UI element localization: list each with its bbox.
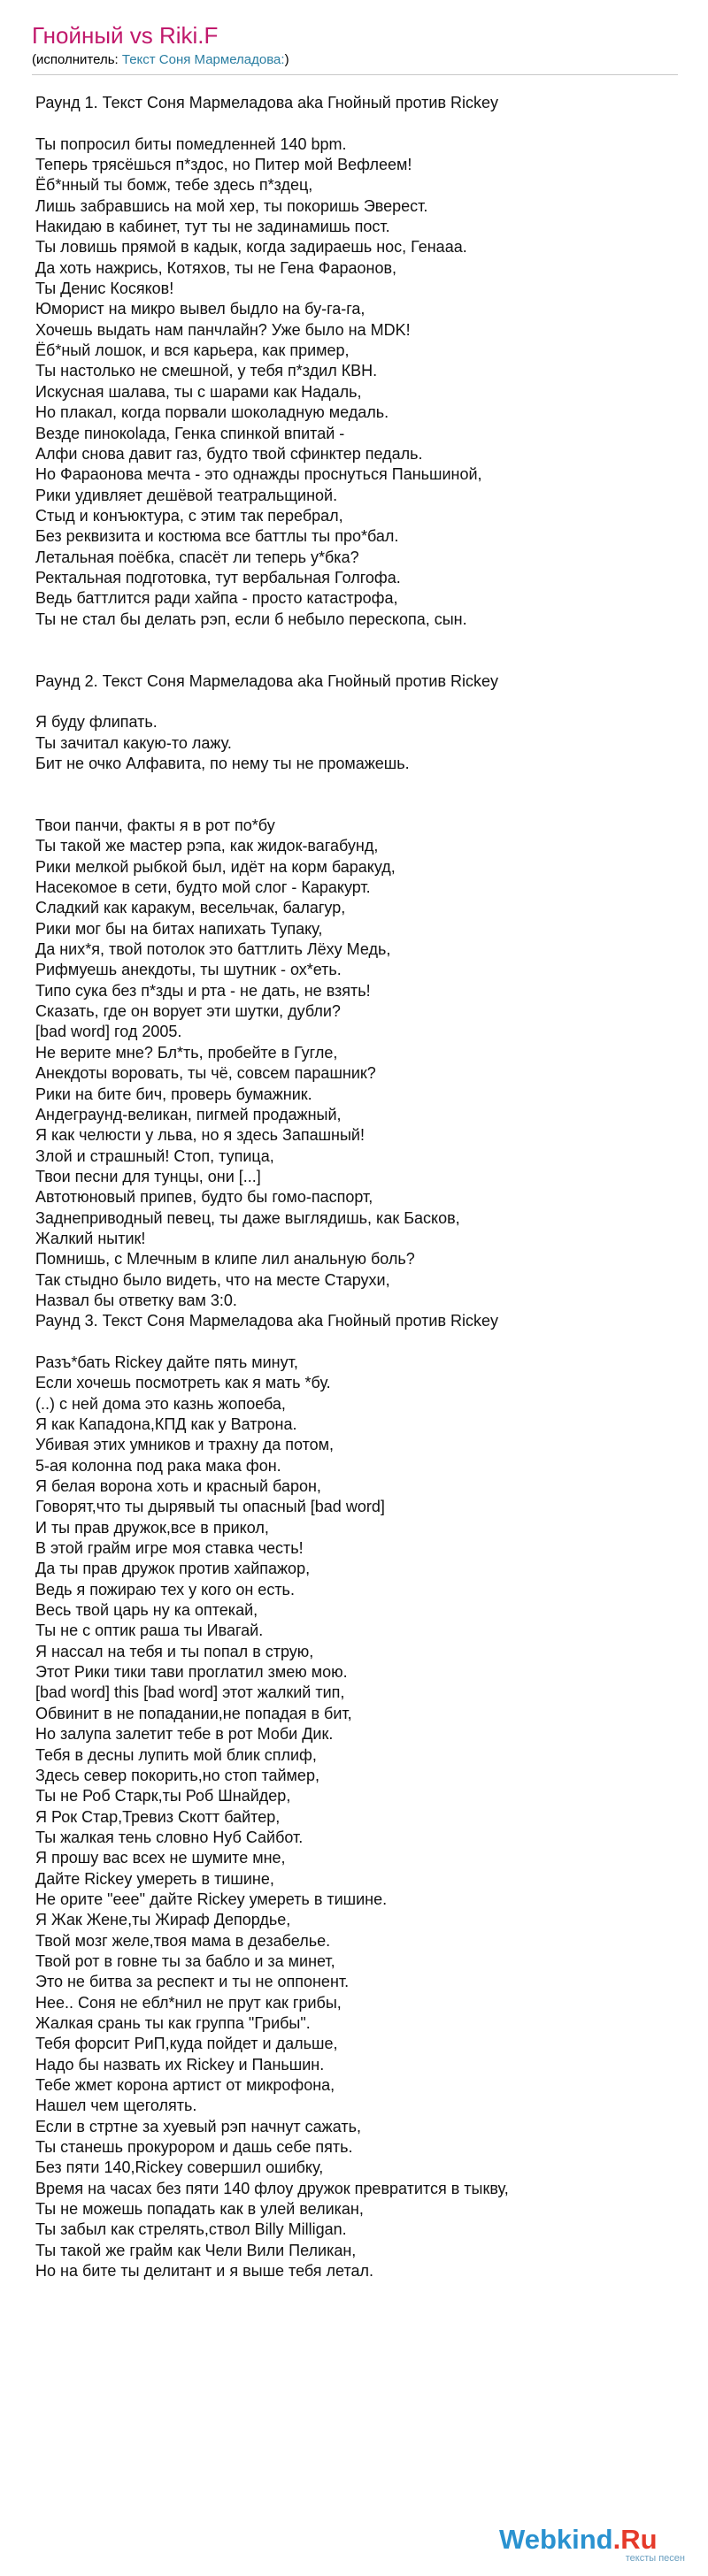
song-header [32, 21, 678, 75]
logo-subtitle: тексты песен [625, 2553, 685, 2564]
song-title: Гнойный vs Riki.F [32, 22, 219, 49]
artist-prefix: (исполнитель: [32, 52, 122, 67]
logo-suffix: .Ru [612, 2524, 658, 2555]
lyrics-text: Раунд 1. Текст Соня Мармеладова aka Гнойный против Rickey Ты попросил биты помедленней 140 bpm. Теперь трясёшься п*здос, но Питер мой Вефлеем! Ёб*нный ты бомж, тебе здесь п*здец, Лишь забравшись на мой хер, ты покоришь Эверест. Накидаю в кабинет, тут ты не задинамишь пост. Ты ловишь прямой в кадык, когда задираешь нос, Генааа. Да хоть нажрись, Котяхов, ты не Гена Фараонов, Ты Денис Косяков! Юморист на микро вывел быдло на бу-га-га, Хочешь выдать нам панчлайн? Уже было на MDK! Ёб*ный лошок, и вся карьера, как пример, Ты настолько не смешной, у тебя п*здил КВН. Искусная шалава, ты с шарами как Надаль, Но плакал, когда порвали шоколадную медаль. Везде пинокolада, Генка спинкой впитай - Алфи снова давит газ, будто твой сфинктер педаль. Но Фараонова мечта - это однажды проснуться Паньшиной, Рики удивляет дешёвой театральщиной. Стыд и конъюктура, с этим так перебрал, Без реквизита и костюма все баттлы ты про*бал. Летальная поёбка, спасёт ли теперь у*бка? Ректальная подготовка, тут вербальная Голгофа. Ведь баттлится ради хайпа - просто катастрофа, Ты не стал бы делать рэп, если б небыло перескопа, сын. Раунд 2. Текст Соня Мармеладова aka Гнойный против Rickey Я буду флипать. Ты зачитал какую-то лажу. Бит не очко Алфавита, по нему ты не промажешь. Твои панчи, факты я в рот по*бу Ты такой же мастер рэпа, как жидок-вагабунд, Рики мелкой рыбкой был, идёт на корм баракуд, Насекомое в сети, будто мой слог - Каракурт. Сладкий как каракум, весельчак, балагур, Рики мог бы на битах напихать Тупаку, Да них*я, твой потолок это баттлить Лёху Медь, Рифмуешь анекдоты, ты шутник - ох*еть. Типо сука без п*зды и рта - не дать, не взять! Сказать, где он ворует эти шутки, дубли? [bad word] год 2005. Не верите мне? Бл*ть, пробейте в Гугле, Анекдоты воровать, ты чё, совсем парашник? Рики на бите бич, проверь бумажник. Андеграунд-великан, пигмей продажный, Я как челюсти у льва, но я здесь Запашный! Злой и страшный! Стоп, тупица, Твои песни для тунцы, они [...] Автотюновый припев, будто бы гомо-паспорт, Заднеприводный певец, ты даже выглядишь, как Басков, Жалкий нытик! Помнишь, с Млечным в клипе лил анальную боль? Так стыдно было видеть, что на месте Старухи, Назвал бы ответку вам 3:0. Раунд 3. Текст Соня Мармеладова aka Гнойный против Rickey Разъ*бать Rickey дайте пять минут, Если хочешь посмотреть как я мать *бу. (..) с ней дома это казнь жопоеба, Я как Кападона,КПД как у Ватрона. Убивая этих умников и трахну да потом, 5-ая колонна под рака мака фон. Я белая ворона хоть и красный барон, Говорят,что ты дырявый ты опасный [bad word] И ты прав дружок,все в прикол, В этой грайм игре моя ставка честь! Да ты прав дружок против хайпажор, Ведь я пожираю тех у кого он есть. Весь твой царь ну ка оптекай, Ты не с оптик раша ты Ивагай. Я нассал на тебя и ты попал в струю, Этот Рики тики тави проглатил змею мою. [bad word] this [bad word] этот жалкий тип, Обвинит в не попадании,не попадая в бит, Но залупа залетит тебе в рот Моби Дик. Тебя в десны лупить мой блик сплиф, Здесь север покорить,но стоп таймер, Ты не Роб Старк,ты Роб Шнайдер, Я Рок Стар,Тревиз Скотт байтер, Ты жалкая тень словно Нуб Сайбот. Я прошу вас всех не шумите мне, Дайте Rickey умереть в тишине, Не орите "еее" дайте Rickey умереть в тишине. Я Жак Жене,ты Жираф Депордье, Твой мозг желе,твоя мама в дезабелье. Твой рот в говне ты за бабло и за минет, Это не битва за респект и ты не оппонент. Нее.. Соня не ебл*нил не прут как грибы, Жалкая срань ты как группа "Грибы". Тебя форсит РиП,куда пойдет и дальше, Надо бы назвать их Rickey и Паньшин. Тебе жмет корона артист от микрофона, Нашел чем щеголять. Если в стртне за хуевый рэп начнут сажать, Ты станешь прокурором и дашь себе пять. Без пяти 140,Rickey совершил ошибку, Время на часах без пяти 140 флоу дружок превратится в тыкву, Ты не можешь попадать как в улей великан, Ты забыл как стрелять,ствол Billy Milligan. Ты такой же грайм как Чели Вили Пеликан, Но на бите ты делитант и я выше тебя летал. [35, 94, 509, 2281]
logo-main: Webkind [499, 2524, 613, 2555]
artist-line [32, 51, 678, 69]
site-logo[interactable] [499, 2525, 689, 2564]
artist-suffix: ) [284, 52, 289, 67]
artist-link[interactable]: Текст Соня Мармеладова: [121, 52, 285, 67]
logo-wordmark [499, 2525, 689, 2555]
header-divider [32, 74, 678, 75]
